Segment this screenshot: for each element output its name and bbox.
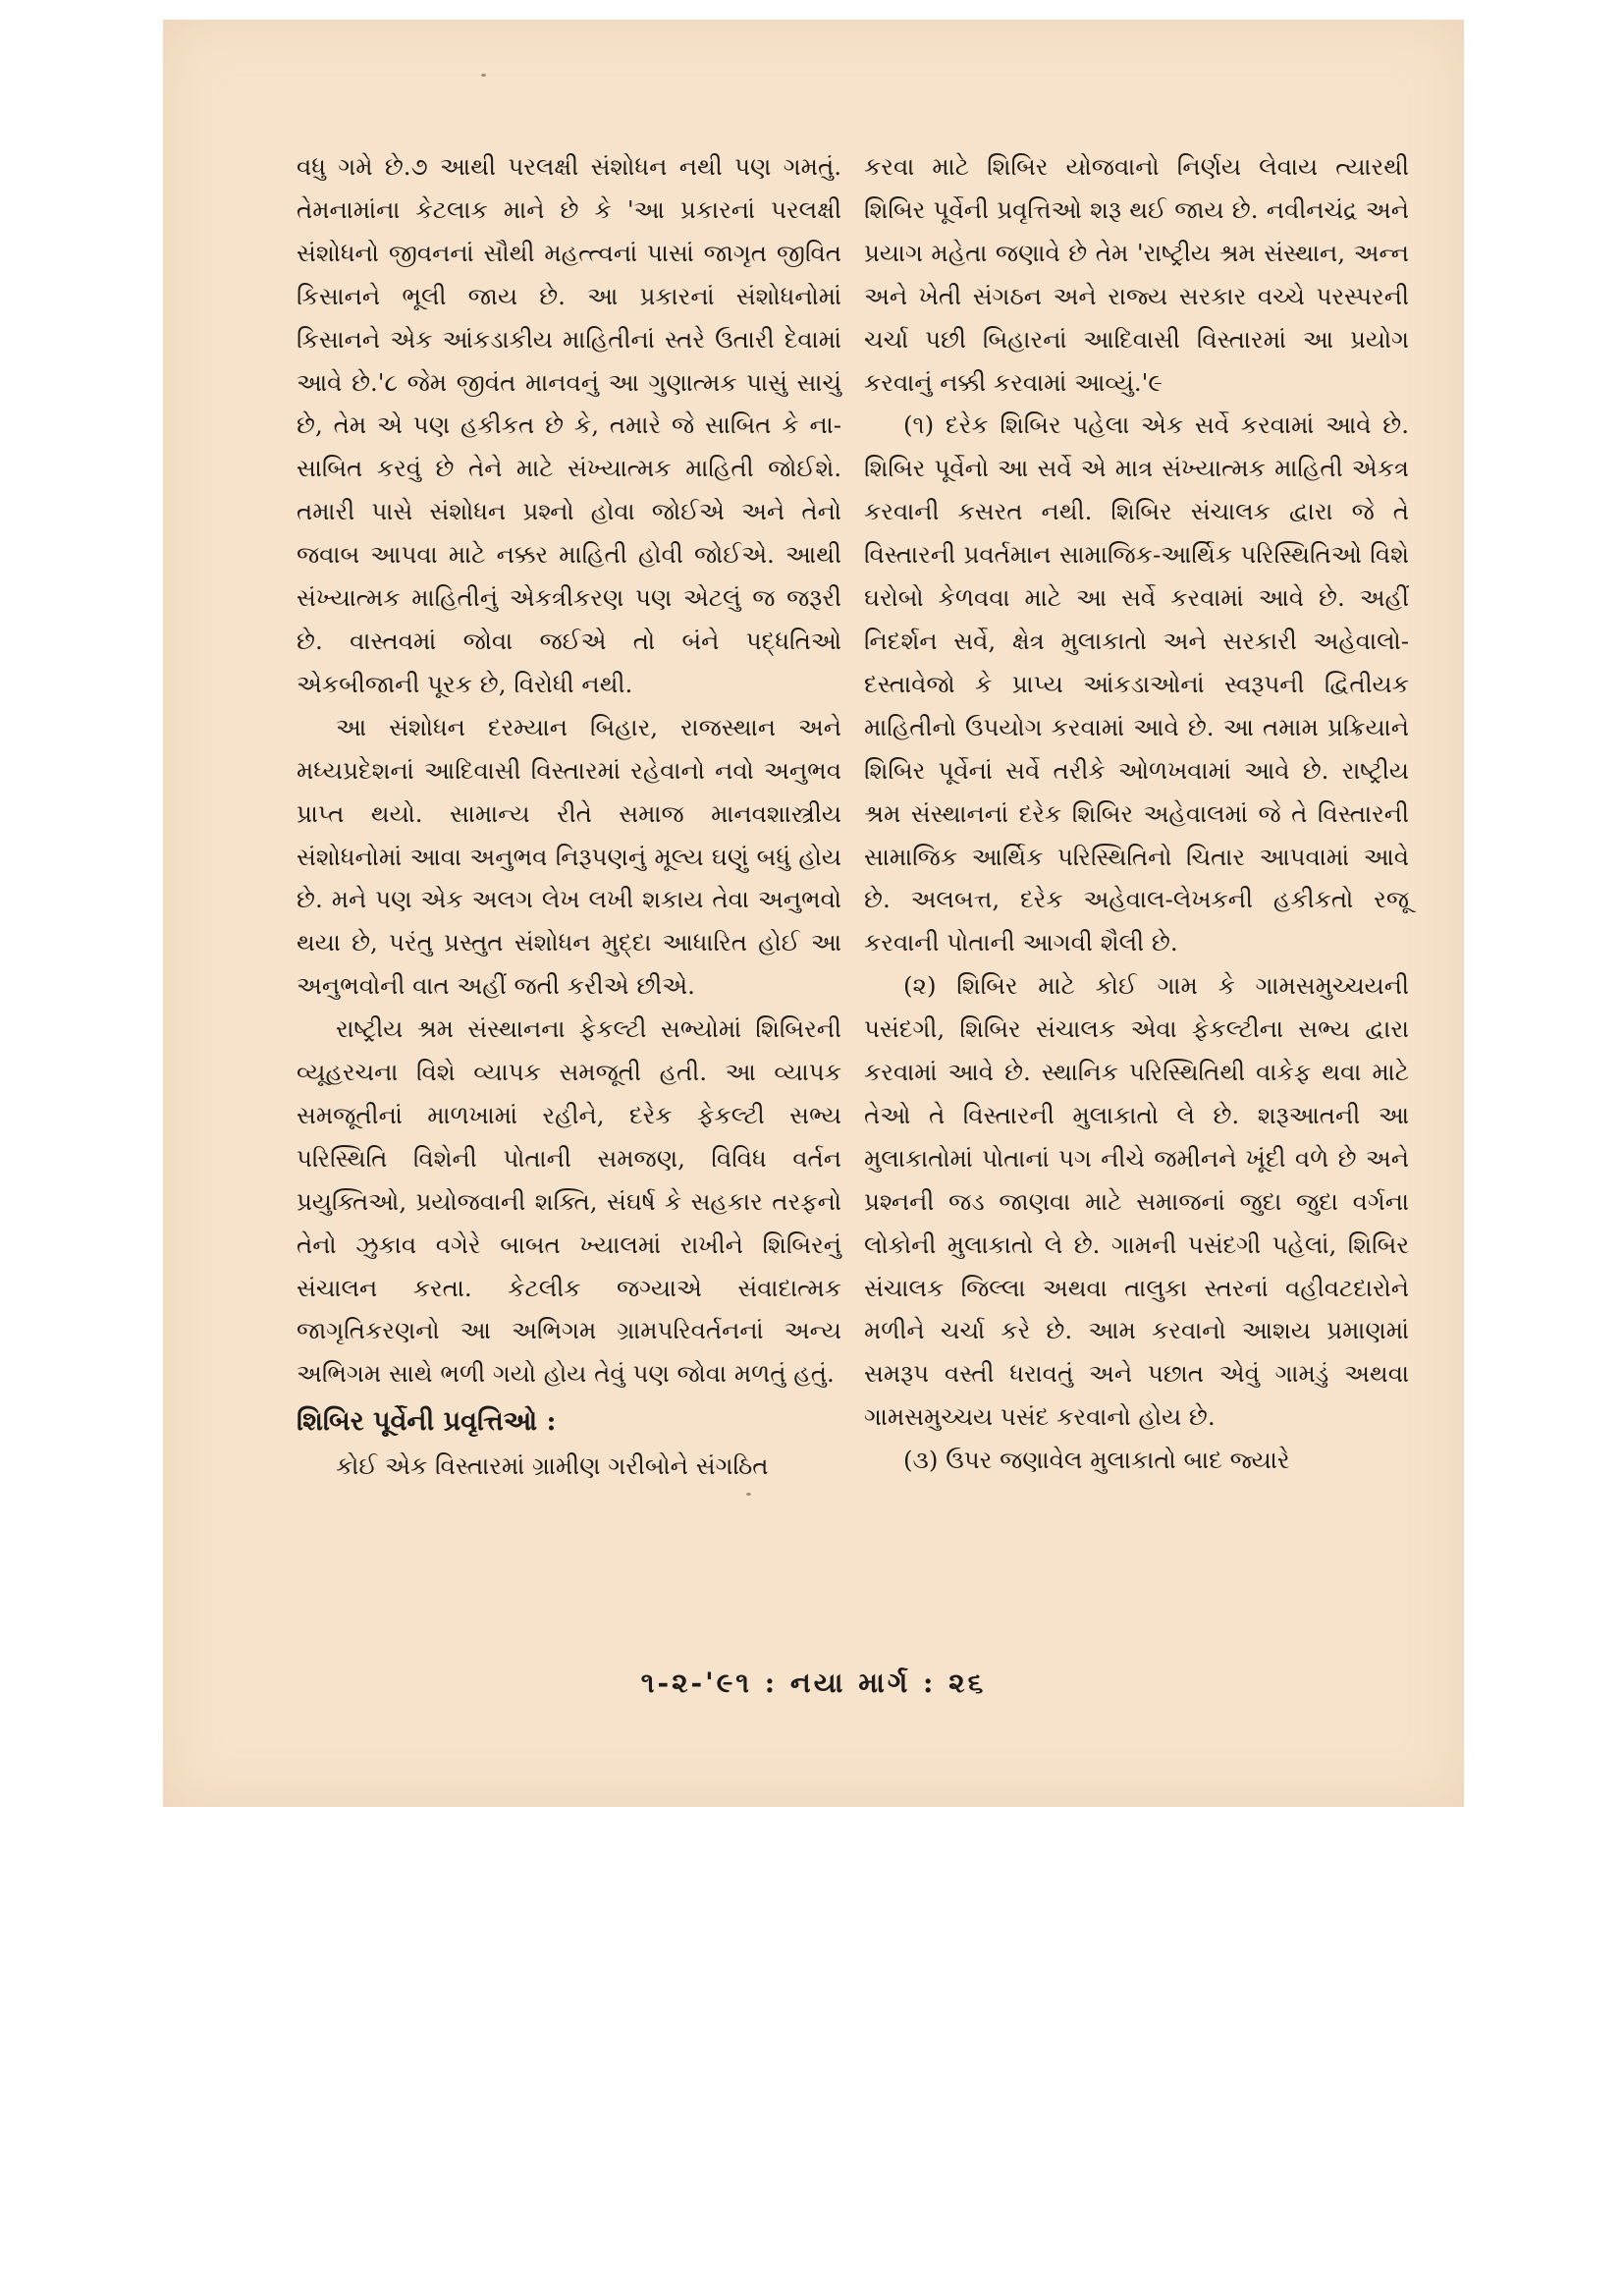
scan-speck: [746, 1493, 751, 1496]
paragraph: કોઈ એક વિસ્તારમાં ગ્રામીણ ગરીબોને સંગઠિત: [336, 1451, 769, 1481]
paragraph: વધુ ગમે છે.૭ આથી પરલક્ષી સંશોધન નથી પણ ગમતું. તેમનામાંના કેટલાક માને છે કે 'આ પ્રકારનાં પરલક્ષી સંશોધનો જીવનનાં સૌથી મહત્ત્વનાં પાસાં જાગૃત જીવિત કિસાનને ભૂલી જાય છે. આ પ્રકારનાં સંશોધનોમાં કિસાનને એક આંકડાકીય માહિતીનાં સ્તરે ઉતારી દેવામાં આવે છે.'૮ જેમ જીવંત માનવનું આ ગુણાત્મક પાસું સાચું છે, તેમ એ પણ હકીકત છે કે, તમારે જે સાબિત કે ના-સાબિત કરવું છે તેને માટે સંખ્યાત્મક માહિતી જોઈશે. તમારી પાસે સંશોધન પ્રશ્નો હોવા જોઈએ અને તેનો જવાબ આપવા માટે નક્કર માહિતી હોવી જોઈએ. આથી સંખ્યાત્મક માહિતીનું એકત્રીકરણ પણ એટલું જ જરૂરી છે. વાસ્તવમાં જોવા જઈએ તો બંને પદ્ધતિઓ એકબીજાની પૂરક છે, વિરોધી નથી.: [297, 152, 841, 698]
paragraph: (૧) દરેક શિબિર પહેલા એક સર્વે કરવામાં આવે છે. શિબિર પૂર્વેનો આ સર્વે એ માત્ર સંખ્યાત્મક માહિતી એકત્ર કરવાની કસરત નથી. શિબિર સંચાલક દ્વારા જે તે વિસ્તારની પ્રવર્તમાન સામાજિક-આર્થિક પરિસ્થિતિઓ વિશે ઘરોબો કેળવવા માટે આ સર્વે કરવામાં આવે છે. અહીં નિદર્શન સર્વે, ક્ષેત્ર મુલાકાતો અને સરકારી અહેવાલો-દસ્તાવેજો કે પ્રાપ્ય આંકડાઓનાં સ્વરૂપની દ્વિતીયક માહિતીનો ઉપયોગ કરવામાં આવે છે. આ તમામ પ્રક્રિયાને શિબિર પૂર્વેનાં સર્વે તરીકે ઓળખવામાં આવે છે. રાષ્ટ્રીય શ્રમ સંસ્થાનનાં દરેક શિબિર અહેવાલમાં જે તે વિસ્તારની સામાજિક આર્થિક પરિસ્થિતિનો ચિતાર આપવામાં આવે છે. અલબત્ત, દરેક અહેવાલ-લેખકની હકીકતો રજૂ કરવાની પોતાની આગવી શૈલી છે.: [864, 410, 1409, 957]
right-column: [864, 145, 1409, 1482]
page-footer: ૧-૨-'૯૧ : નયા માર્ગ : ૨૬: [640, 1667, 987, 1699]
paragraph: (૨) શિબિર માટે કોઈ ગામ કે ગામસમુચ્ચયની પસંદગી, શિબિર સંચાલક એવા ફેકલ્ટીના સભ્ય દ્વારા કરવામાં આવે છે. સ્થાનિક પરિસ્થિતિથી વાકેફ થવા માટે તેઓ તે વિસ્તારની મુલાકાતો લે છે. શરૂઆતની આ મુલાકાતોમાં પોતાનાં પગ નીચે જમીનને ખૂંદી વળે છે અને પ્રશ્નની જડ જાણવા માટે સમાજનાં જુદા જુદા વર્ગના લોકોની મુલાકાતો લે છે. ગામની પસંદગી પહેલાં, શિબિર સંચાલક જિલ્લા અથવા તાલુકા સ્તરનાં વહીવટદારોને મળીને ચર્ચા કરે છે. આમ કરવાનો આશય પ્રમાણમાં સમરૂપ વસ્તી ધરાવતું અને પછાત એવું ગામડું અથવા ગામસમુચ્ચય પસંદ કરવાનો હોય છે.: [864, 971, 1409, 1432]
section-heading: શિબિર પૂર્વેની પ્રવૃત્તિઓ :: [297, 1406, 557, 1438]
left-column: [297, 145, 841, 1488]
scan-speck: [481, 74, 486, 77]
paragraph: રાષ્ટ્રીય શ્રમ સંસ્થાનના ફેકલ્ટી સભ્યોમાં શિબિરની વ્યૂહરચના વિશે વ્યાપક સમજૂતી હતી. આ વ્યાપક સમજૂતીનાં માળખામાં રહીને, દરેક ફેકલ્ટી સભ્ય પરિસ્થિતિ વિશેની પોતાની સમજણ, વિવિધ વર્તન પ્રયુક્તિઓ, પ્રયોજવાની શક્તિ, સંઘર્ષ કે સહકાર તરફનો તેનો ઝુકાવ વગેરે બાબત ખ્યાલમાં રાખીને શિબિરનું સંચાલન કરતા. કેટલીક જગ્યાએ સંવાદાત્મક જાગૃતિકરણનો આ અભિગમ ગ્રામપરિવર્તનનાં અન્ય અભિગમ સાથે ભળી ગયો હોય તેવું પણ જોવા મળતું હતું.: [297, 1014, 841, 1389]
paragraph: આ સંશોધન દરમ્યાન બિહાર, રાજસ્થાન અને મધ્યપ્રદેશનાં આદિવાસી વિસ્તારમાં રહેવાનો નવો અનુભવ પ્રાપ્ત થયો. સામાન્ય રીતે સમાજ માનવશાસ્ત્રીય સંશોધનોમાં આવા અનુભવ નિરૂપણનું મૂલ્ય ઘણું બધું હોય છે. મને પણ એક અલગ લેખ લખી શકાય તેવા અનુભવો થયા છે, પરંતુ પ્રસ્તુત સંશોધન મુદ્દા આધારિત હોઈ આ અનુભવોની વાત અહીં જતી કરીએ છીએ.: [297, 712, 841, 1001]
paragraph: કરવા માટે શિબિર યોજવાનો નિર્ણય લેવાય ત્યારથી શિબિર પૂર્વેની પ્રવૃત્તિઓ શરૂ થઈ જાય છે. નવીનચંદ્ર અને પ્રયાગ મહેતા જણાવે છે તેમ 'રાષ્ટ્રીય શ્રમ સંસ્થાન, અન્ન અને ખેતી સંગઠન અને રાજ્ય સરકાર વચ્ચે પરસ્પરની ચર્ચા પછી બિહારનાં આદિવાસી વિસ્તારમાં આ પ્રયોગ કરવાનું નક્કી કરવામાં આવ્યું.'૯: [864, 152, 1409, 397]
paragraph: (૩) ઉપર જણાવેલ મુલાકાતો બાદ જ્યારે: [903, 1446, 1290, 1475]
